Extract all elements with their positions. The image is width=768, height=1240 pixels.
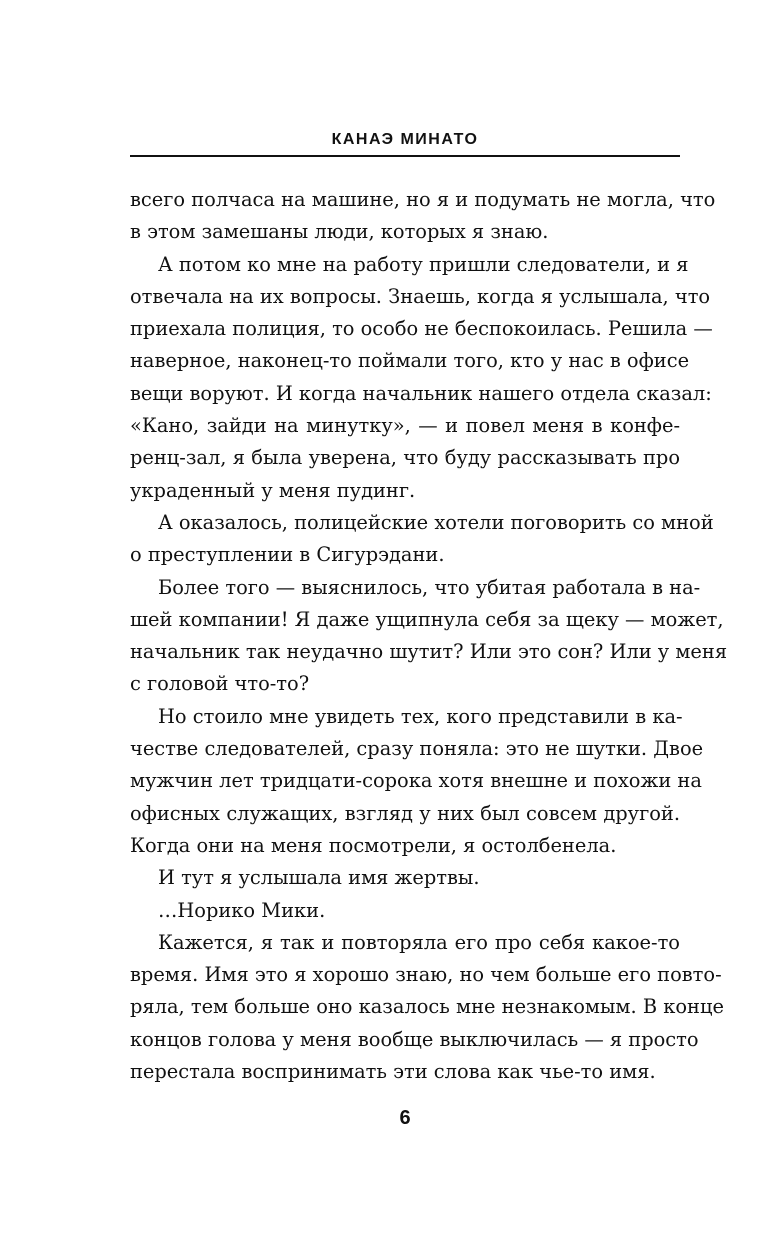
text-line: о преступлении в Сигурэдани. [130, 543, 445, 567]
text-line: Более того — выяснилось, что убитая работала в на- [158, 575, 701, 599]
text-line: вещи воруют. И когда начальник нашего отдела сказал: [130, 381, 712, 405]
text-line: «Кано, зайди на минутку», — и повел меня в конфе- [130, 414, 680, 438]
running-header: КАНАЭ МИНАТО [331, 131, 479, 148]
text-line: офисных служащих, взгляд у них был совсем другой. [130, 801, 680, 825]
text-line: ренц-зал, я была уверена, что буду рассказывать про [130, 446, 680, 470]
text-line: Но стоило мне увидеть тех, кого представили в ка- [158, 704, 683, 728]
text-line: И тут я услышала имя жертвы. [158, 866, 480, 890]
text-line: в этом замешаны люди, которых я знаю. [130, 220, 549, 244]
body-text [130, 184, 728, 1088]
text-line: концов голова у меня вообще выключилась — я просто [130, 1027, 699, 1051]
text-line: честве следователей, сразу поняла: это не шутки. Двое [130, 737, 704, 761]
text-line: шей компании! Я даже ущипнула себя за щеку — может, [130, 607, 724, 631]
text-line: время. Имя это я хорошо знаю, но чем больше его повто- [130, 963, 722, 987]
text-line: перестала воспринимать эти слова как чье-то имя. [130, 1060, 656, 1084]
text-line: украденный у меня пудинг. [130, 478, 416, 502]
text-line: приехала полиция, то особо не беспокоилась. Решила — [130, 317, 713, 341]
text-line: А потом ко мне на работу пришли следователи, и я [158, 252, 689, 276]
text-line: Когда они на меня посмотрели, я остолбенела. [130, 833, 617, 857]
text-line: ряла, тем больше оно казалось мне незнакомым. В конце [130, 995, 724, 1019]
text-line: …Норико Мики. [158, 898, 326, 922]
text-line: отвечала на их вопросы. Знаешь, когда я услышала, что [130, 284, 711, 308]
text-line: Кажется, я так и повторяла его про себя какое-то [158, 930, 680, 954]
text-line: всего полчаса на машине, но я и подумать не могла, что [130, 188, 716, 211]
page-number: 6 [399, 1107, 411, 1129]
text-line: мужчин лет тридцати-сорока хотя внешне и похожи на [130, 769, 702, 793]
text-line: наверное, наконец-то поймали того, кто у нас в офисе [130, 349, 690, 373]
text-line: начальник так неудачно шутит? Или это сон? Или у меня [130, 640, 728, 664]
header-rule [130, 155, 680, 157]
text-line: с головой что-то? [130, 672, 310, 696]
text-line: А оказалось, полицейские хотели поговорить со мной [158, 510, 714, 534]
